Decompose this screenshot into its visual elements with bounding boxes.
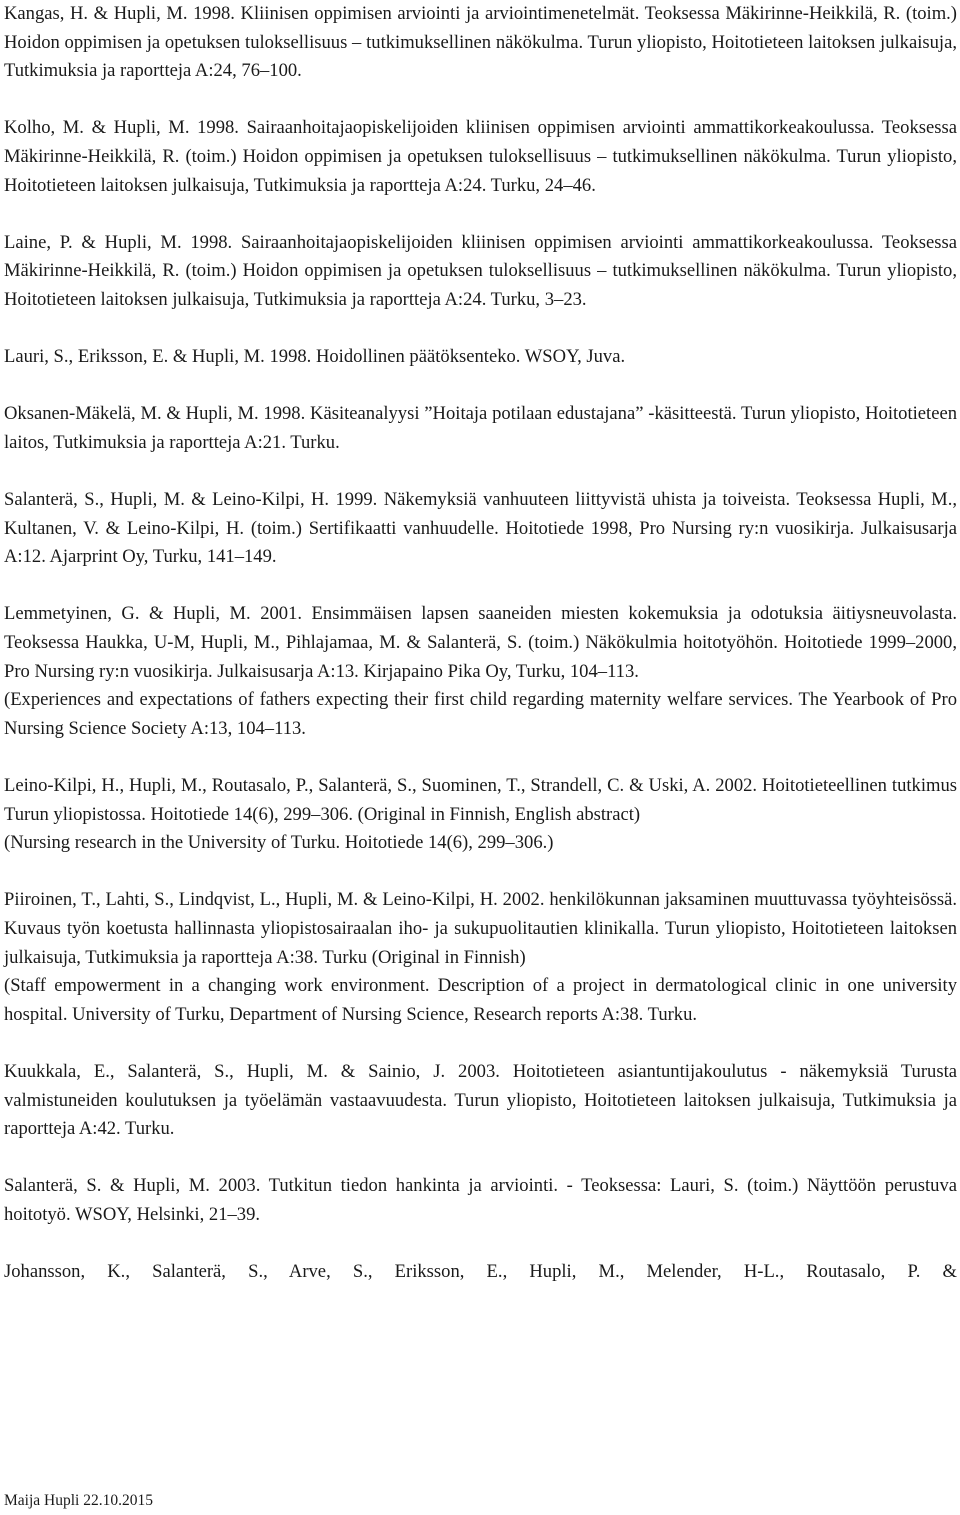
reference-text: Lauri, S., Eriksson, E. & Hupli, M. 1998. Hoidollinen päätöksenteko. WSOY, Juva. (4, 346, 626, 368)
reference-leino-kilpi-2002 (4, 772, 957, 858)
reference-translation: (Nursing research in the University of Turku. Hoitotiede 14(6), 299–306.) (4, 832, 554, 854)
reference-translation: (Staff empowerment in a changing work environment. Description of a project in dermatological clinic in one university hospital. University of Turku, Department of Nursing Science, Research reports A:38. Turku. (4, 975, 957, 1025)
reference-oksanen-makela-1998 (4, 400, 957, 457)
reference-text: Salanterä, S. & Hupli, M. 2003. Tutkitun tiedon hankinta ja arviointi. - Teoksessa: Lauri, S. (toim.) Näyttöön perustuva hoitotyö. WSOY, Helsinki, 21–39. (4, 1175, 957, 1225)
reference-lauri-1998 (4, 343, 957, 372)
reference-list (4, 0, 957, 1287)
reference-text: Kangas, H. & Hupli, M. 1998. Kliinisen oppimisen arviointi ja arviointimenetelmät. Teoksessa Mäkirinne-Heikkilä, R. (toim.) Hoidon oppimisen ja opetuksen tuloksellisuus – tutkimuksellinen näkökulma. Turun yliopisto, Hoitotieteen laitoksen julkaisuja, Tutkimuksia ja raportteja A:24, 76–100. (4, 3, 957, 82)
reference-text: Oksanen-Mäkelä, M. & Hupli, M. 1998. Käsiteanalyysi ”Hoitaja potilaan edustajana” -käsitteestä. Turun yliopisto, Hoitotieteen laitos, Tutkimuksia ja raportteja A:21. Turku. (4, 403, 957, 453)
reference-johansson (4, 1258, 957, 1287)
reference-text: Kuukkala, E., Salanterä, S., Hupli, M. & Sainio, J. 2003. Hoitotieteen asiantuntijakoulutus - näkemyksiä Turusta valmistuneiden koulutuksen ja työelämän vastaavuudesta. Turun yliopisto, Hoitotieteen laitoksen julkaisuja, Tutkimuksia ja raportteja A:42. Turku. (4, 1060, 957, 1140)
reference-translation: (Experiences and expectations of fathers expecting their first child regarding maternity welfare services. The Yearbook of Pro Nursing Science Society A:13, 104–113. (4, 689, 957, 739)
reference-text: Johansson, K., Salanterä, S., Arve, S., Eriksson, E., Hupli, M., Melender, H-L., Routasalo, P. & (4, 1261, 957, 1283)
reference-laine-1998 (4, 229, 957, 315)
reference-text: Piiroinen, T., Lahti, S., Lindqvist, L., Hupli, M. & Leino-Kilpi, H. 2002. henkilökunnan jaksaminen muuttuvassa työyhteisössä. Kuvaus työn koetusta hallinnasta yliopistosairaalan iho- ja sukupuolitautien klinikalla. Turun yliopisto, Hoitotieteen laitoksen julkaisuja, Tutkimuksia ja raportteja A:38. Turku (Original in Finnish) (4, 889, 957, 968)
reference-salantera-2003 (4, 1172, 957, 1229)
reference-text: Laine, P. & Hupli, M. 1998. Sairaanhoitajaopiskelijoiden kliinisen oppimisen arviointi ammattikorkeakoulussa. Teoksessa Mäkirinne-Heikkilä, R. (toim.) Hoidon oppimisen ja opetuksen tuloksellisuus – tutkimuksellinen näkökulma. Turun yliopisto, Hoitotieteen laitoksen julkaisuja, Tutkimuksia ja raportteja A:24. Turku, 3–23. (4, 231, 957, 310)
reference-kolho-1998 (4, 114, 957, 200)
reference-lemmetyinen-2001 (4, 600, 957, 743)
reference-text: Salanterä, S., Hupli, M. & Leino-Kilpi, H. 1999. Näkemyksiä vanhuuteen liittyvistä uhista ja toiveista. Teoksessa Hupli, M., Kultanen, V. & Leino-Kilpi, H. (toim.) Sertifikaatti vanhuudelle. Hoitotiede 1998, Pro Nursing ry:n vuosikirja. Julkaisusarja A:12. Ajarprint Oy, Turku, 141–149. (4, 489, 957, 568)
reference-text: Kolho, M. & Hupli, M. 1998. Sairaanhoitajaopiskelijoiden kliinisen oppimisen arviointi ammattikorkeakoulussa. Teoksessa Mäkirinne-Heikkilä, R. (toim.) Hoidon oppimisen ja opetuksen tuloksellisuus – tutkimuksellinen näkökulma. Turun yliopisto, Hoitotieteen laitoksen julkaisuja, Tutkimuksia ja raportteja A:24. Turku, 24–46. (4, 117, 957, 196)
reference-kuukkala-2003 (4, 1058, 957, 1144)
reference-text: Lemmetyinen, G. & Hupli, M. 2001. Ensimmäisen lapsen saaneiden miesten kokemuksia ja odotuksia äitiysneuvolasta. Teoksessa Haukka, U-M, Hupli, M., Pihlajamaa, M. & Salanterä, S. (toim.) Näkökulmia hoitotyöhön. Hoitotiede 1999–2000, Pro Nursing ry:n vuosikirja. Julkaisusarja A:13. Kirjapaino Pika Oy, Turku, 104–113. (4, 603, 957, 682)
page-footer: Maija Hupli 22.10.2015 (4, 1492, 153, 1509)
reference-piiroinen-2002 (4, 886, 957, 1029)
reference-kangas-1998 (4, 0, 957, 86)
reference-text: Leino-Kilpi, H., Hupli, M., Routasalo, P., Salanterä, S., Suominen, T., Strandell, C. & Uski, A. 2002. Hoitotieteellinen tutkimus Turun yliopistossa. Hoitotiede 14(6), 299–306. (Original in Finnish, English abstract) (4, 775, 957, 825)
reference-salantera-1999 (4, 486, 957, 572)
